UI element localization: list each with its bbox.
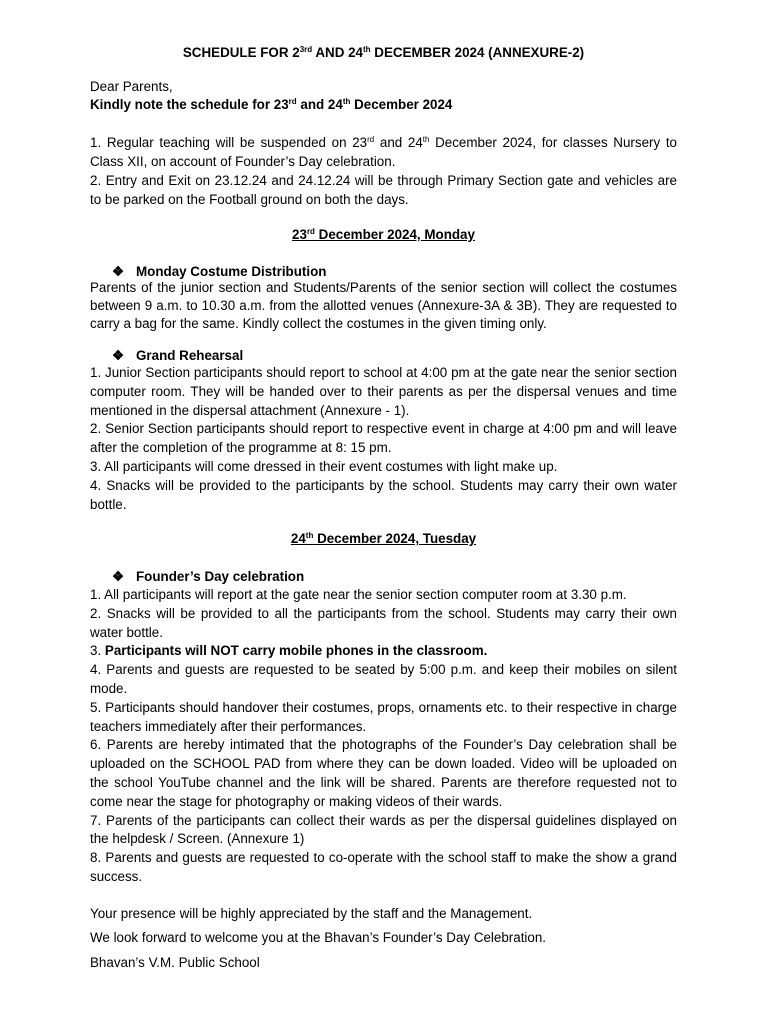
day2-heading: 24th December 2024, Tuesday <box>290 531 477 546</box>
intro-item-1: 1. Regular teaching will be suspended on 23rd and 24th December 2024, for classes Nursery to Class XII, on account of Founder’s Day celebration. <box>90 135 677 169</box>
rehearsal-item: 4. Snacks will be provided to the participants by the school. Students may carry their own water bottle. <box>90 477 677 512</box>
founders-item: 6. Parents are hereby intimated that the photographs of the Founder’s Day celebration shall be uploaded on the SCHOOL PAD from where they can be down loaded. Video will be uploaded on the school YouTube channel and the link will be shared. Parents are therefore requested not to come near the stage for photography or making videos of their wards. <box>90 737 677 809</box>
founders-heading: ❖ Founder’s Day celebration <box>112 568 304 587</box>
founders-item: 7. Parents of the participants can collect their wards as per the dispersal guidelines displayed on the helpdesk / Screen. (Annexure 1) <box>90 812 677 847</box>
day1-heading: 23rd December 2024, Monday <box>292 227 475 242</box>
founders-item: 2. Snacks will be provided to all the participants from the school. Students may carry their own water bottle. <box>90 605 677 640</box>
founders-item: 1. All participants will report at the gate near the senior section computer room at 3.30 p.m. <box>90 587 627 602</box>
closing-line-1: Your presence will be highly appreciated by the staff and the Management. <box>90 906 533 921</box>
rehearsal-heading: ❖ Grand Rehearsal <box>112 347 243 366</box>
intro-item-2: 2. Entry and Exit on 23.12.24 and 24.12.24 will be through Primary Section gate and vehicles are to be parked on the Football ground on both the days. <box>90 173 677 207</box>
founders-item: 3. Participants will NOT carry mobile phones in the classroom. <box>90 643 488 659</box>
founders-item: 5. Participants should handover their costumes, props, ornaments etc. to their respective in charge teachers immediately after their performances. <box>90 699 677 734</box>
rehearsal-item: 3. All participants will come dressed in their event costumes with light make up. <box>90 458 558 474</box>
rehearsal-list <box>90 364 677 514</box>
costume-heading: ❖ Monday Costume Distribution <box>112 263 326 282</box>
subtitle: Kindly note the schedule for 23rd and 24th December 2024 <box>90 97 453 112</box>
rehearsal-item: 1. Junior Section participants should report to school at 4:00 pm at the gate near the senior section computer room. They will be handed over to their parents as per the dispersal venues and time mentioned in the dispersal attachment (Annexure - 1). <box>90 365 677 418</box>
founders-list <box>90 586 677 887</box>
diamond-bullet-icon: ❖ <box>112 569 125 584</box>
costume-text: Parents of the junior section and Students/Parents of the senior section will collect the costumes between 9 a.m. to 10.30 a.m. from the allotted venues (Annexure-3A & 3B). They are requested to carry a bag for the same. Kindly collect the costumes in the given timing only. <box>90 280 677 331</box>
greeting: Dear Parents, <box>90 79 173 94</box>
diamond-bullet-icon: ❖ <box>112 264 125 279</box>
closing-line-2: We look forward to welcome you at the Bhavan’s Founder’s Day Celebration. <box>90 930 547 945</box>
founders-item: 4. Parents and guests are requested to be seated by 5:00 p.m. and keep their mobiles on silent mode. <box>90 662 677 696</box>
school-signature: Bhavan’s V.M. Public School <box>90 955 260 970</box>
rehearsal-item: 2. Senior Section participants should report to respective event in charge at 4:00 pm and will leave after the completion of the programme at 8: 15 pm. <box>90 421 677 456</box>
founders-item: 8. Parents and guests are requested to co-operate with the school staff to make the show a grand success. <box>90 850 677 884</box>
page-title: SCHEDULE FOR $2^{3rd}$ AND 24th DECEMBER 2024 (ANNEXURE-2) <box>182 45 585 60</box>
diamond-bullet-icon: ❖ <box>112 348 125 363</box>
